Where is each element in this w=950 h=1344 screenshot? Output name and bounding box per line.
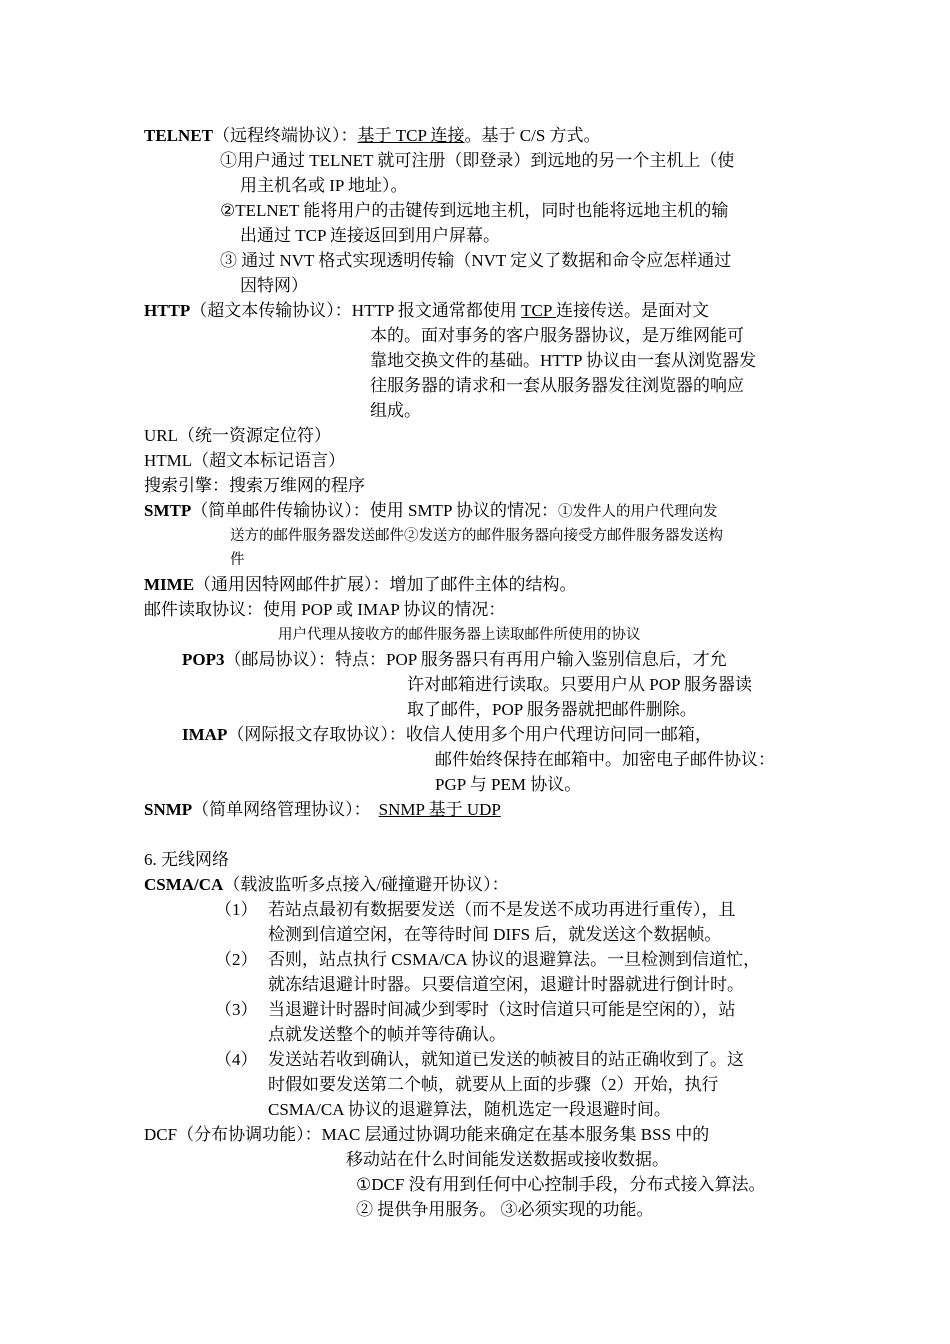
dcf-line: DCF（分布协调功能）：MAC 层通过协调功能来确定在基本服务集 BSS 中的	[144, 1125, 710, 1144]
telnet-point-3: ③ 通过 NVT 格式实现透明传输（NVT 定义了数据和命令应怎样通过	[220, 251, 732, 270]
csma-num-3: （3）	[215, 1000, 258, 1019]
pop3-term: POP3	[182, 650, 225, 669]
imap-line-3: PGP 与 PEM 协议。	[435, 775, 582, 794]
telnet-point-2-cont: 出通过 TCP 连接返回到用户屏幕。	[240, 226, 501, 245]
csma-item-4: 发送站若收到确认，就知道已发送的帧被目的站正确收到了。这	[268, 1050, 744, 1069]
csma-item-1-cont: 检测到信道空闲，在等待时间 DIFS 后，就发送这个数据帧。	[268, 925, 722, 944]
http-rest: 连接传送。是面对文	[555, 301, 709, 320]
snmp-term: SNMP	[144, 800, 193, 819]
smtp-small-3: 件	[230, 552, 245, 568]
http-line-4: 往服务器的请求和一套从服务器发往浏览器的响应	[370, 376, 744, 395]
dcf-line-3: ①DCF 没有用到任何中心控制手段，分布式接入算法。	[356, 1175, 766, 1194]
csma-item-3-cont: 点就发送整个的帧并等待确认。	[268, 1025, 506, 1044]
http-desc: （超文本传输协议）：HTTP 报文通常都使用	[190, 301, 522, 320]
imap-desc: （网际报文存取协议）：收信人使用多个用户代理访问同一邮箱，	[227, 725, 712, 744]
telnet-point-2: ②TELNET 能将用户的击键传到远地主机，同时也能将远地主机的输	[220, 201, 729, 220]
http-link: TCP	[521, 301, 556, 320]
imap-term: IMAP	[182, 725, 228, 744]
http-line-5: 组成。	[370, 401, 421, 420]
snmp-link: SNMP 基于 UDP	[378, 800, 501, 819]
pop3-line-2: 许对邮箱进行读取。只要用户从 POP 服务器读	[407, 675, 753, 694]
smtp-desc: （简单邮件传输协议）：使用 SMTP 协议的情况：	[191, 501, 559, 520]
section-6-heading: 6. 无线网络	[144, 850, 229, 869]
telnet-term: TELNET	[144, 126, 213, 145]
csma-desc: （载波监听多点接入/碰撞避开协议）：	[223, 875, 509, 894]
csma-item-4-cont: 时假如要发送第二个帧，就要从上面的步骤（2）开始，执行	[268, 1075, 719, 1094]
csma-num-2: （2）	[215, 950, 258, 969]
mail-read-title: 邮件读取协议：使用 POP 或 IMAP 协议的情况：	[144, 600, 506, 619]
pop3-desc: （邮局协议）：特点：POP 服务器只有再用户输入鉴别信息后，才允	[224, 650, 727, 669]
mime-term: MIME	[144, 575, 195, 594]
http-term: HTTP	[144, 301, 191, 320]
telnet-line	[144, 124, 601, 148]
smtp-line	[144, 499, 718, 524]
html-line: HTML（超文本标记语言）	[144, 451, 346, 470]
mail-read-note: 用户代理从接收方的邮件服务器上读取邮件所使用的协议	[278, 627, 641, 643]
telnet-point-3-cont: 因特网）	[240, 276, 308, 295]
mime-desc: （通用因特网邮件扩展）：增加了邮件主体的结构。	[194, 575, 577, 594]
search-engine-line: 搜索引擎：搜索万维网的程序	[144, 476, 365, 495]
smtp-small-1: ①发件人的用户代理向发	[558, 504, 718, 520]
pop3-line-3: 取了邮件，POP 服务器就把邮件删除。	[407, 700, 697, 719]
csma-item-2: 否则，站点执行 CSMA/CA 协议的退避算法。一旦检测到信道忙，	[268, 950, 761, 969]
telnet-desc: （远程终端协议）：	[212, 126, 358, 145]
telnet-rest: 。基于 C/S 方式。	[464, 126, 601, 145]
url-line: URL（统一资源定位符）	[144, 426, 331, 445]
imap-line-2: 邮件始终保持在邮箱中。加密电子邮件协议：	[435, 750, 775, 769]
mime-line	[144, 573, 577, 597]
smtp-small-2: 送方的邮件服务器发送邮件②发送方的邮件服务器向接受方邮件服务器发送构	[230, 528, 723, 544]
csma-item-2-cont: 就冻结退避计时器。只要信道空闲，退避计时器就进行倒计时。	[268, 975, 744, 994]
imap-line	[182, 723, 712, 747]
csma-item-4-cont-2: CSMA/CA 协议的退避算法，随机选定一段退避时间。	[268, 1100, 671, 1119]
snmp-line	[144, 798, 501, 822]
csma-item-3: 当退避计时器时间减少到零时（这时信道只可能是空闲的），站	[268, 1000, 736, 1019]
csma-num-4: （4）	[215, 1050, 258, 1069]
snmp-desc: （简单网络管理协议）：	[192, 800, 371, 819]
csma-item-1: 若站点最初有数据要发送（而不是发送不成功再进行重传），且	[268, 900, 736, 919]
smtp-term: SMTP	[144, 501, 192, 520]
dcf-line-2: 移动站在什么时间能发送数据或接收数据。	[346, 1150, 669, 1169]
csma-term: CSMA/CA	[144, 875, 224, 894]
telnet-point-1: ①用户通过 TELNET 就可注册（即登录）到远地的另一个主机上（使	[220, 151, 735, 170]
csma-line	[144, 873, 509, 897]
http-line-2: 本的。面对事务的客户服务器协议，是万维网能可	[370, 326, 744, 345]
http-line-3: 靠地交换文件的基础。HTTP 协议由一套从浏览器发	[370, 351, 757, 370]
csma-num-1: （1）	[215, 900, 258, 919]
pop3-line	[182, 648, 727, 672]
http-line	[144, 299, 709, 323]
telnet-point-1-cont: 用主机名或 IP 地址）。	[240, 176, 408, 195]
telnet-link: 基于 TCP 连接	[357, 126, 465, 145]
dcf-line-4: ② 提供争用服务。 ③必须实现的功能。	[356, 1200, 654, 1219]
